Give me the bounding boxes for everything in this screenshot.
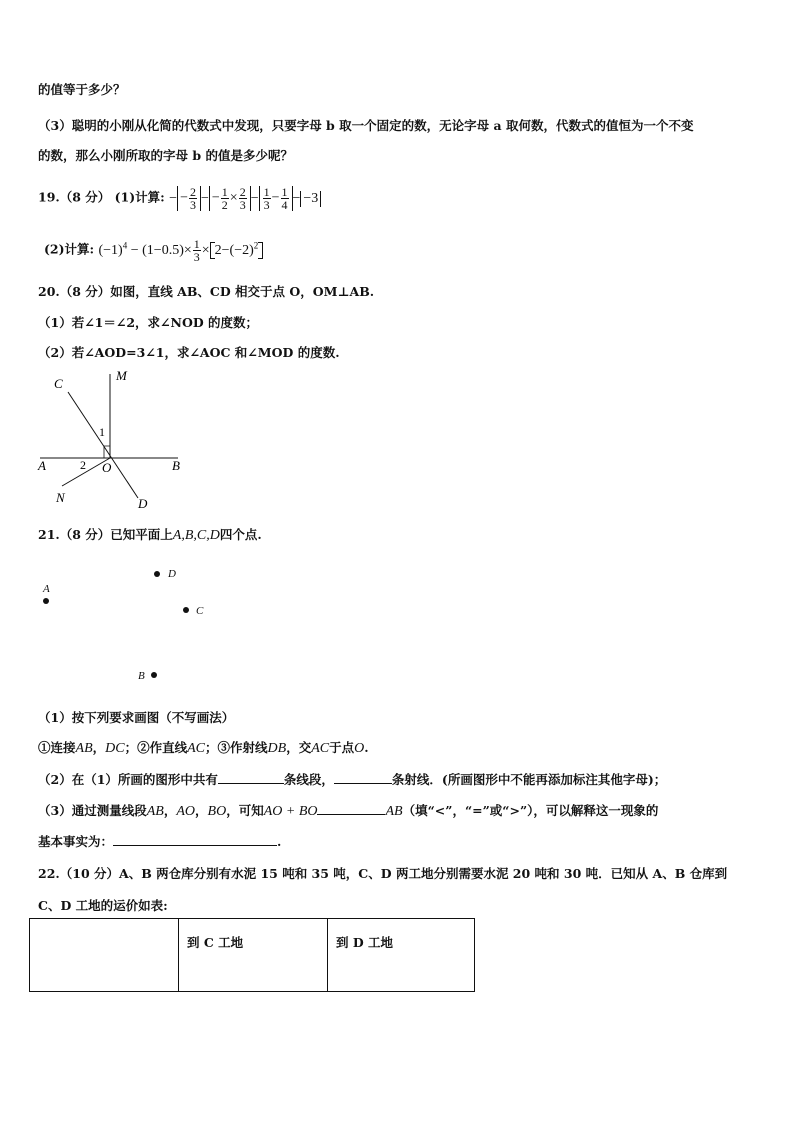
text-line: 的数，那么小刚所取的字母 b 的值是多少呢？ (38, 148, 293, 163)
point-O: O (354, 741, 365, 756)
answer-blank[interactable] (218, 771, 284, 784)
q21-part2 (38, 770, 666, 788)
q21-part3-text: ， (163, 803, 177, 818)
point-A-dot (43, 598, 49, 604)
label-A: A (38, 458, 46, 473)
table-header-cell (30, 919, 179, 992)
point-B-label: B (138, 670, 145, 682)
answer-blank[interactable] (113, 833, 277, 846)
ray-DB: DB (267, 741, 287, 756)
label-M: M (116, 368, 127, 383)
q21-part3-text: （填“<”，“=”或“>”），可以解释这一现象的 (402, 803, 659, 818)
label-D: D (138, 496, 148, 511)
q20-head: 20.（8 分）如图，直线 AB、CD 相交于点 O，OM⊥AB. (38, 284, 375, 299)
answer-blank[interactable] (334, 771, 392, 784)
step-text: . (364, 740, 369, 755)
label-C: C (54, 376, 63, 391)
point-C-dot (183, 607, 189, 613)
q21-part3-text: （3）通过测量线段 (38, 803, 147, 818)
line-AC: AC (187, 741, 205, 756)
q21-part3-text: . (277, 834, 282, 849)
q20-part1: （1）若∠1＝∠2，求∠NOD 的度数； (38, 315, 259, 330)
q19-part2 (44, 238, 263, 263)
line-AC-ref: AC (311, 741, 330, 756)
q21-part3-cont (38, 832, 281, 850)
answer-blank[interactable] (317, 802, 385, 815)
point-A-label: A (43, 583, 50, 595)
q21-head-post: 四个点. (219, 527, 262, 542)
q21-head-points: A,B,C,D (172, 528, 220, 543)
q21-part2-text: 条射线．(所画图形中不能再添加标注其他字母)； (391, 772, 667, 787)
step-text: ，交 (286, 740, 312, 755)
segment-DC: DC (105, 741, 125, 756)
point-D-label: D (168, 568, 176, 580)
step-text: ；③作射线 (205, 740, 268, 755)
q21-part2-text: （2）在（1）所画的图形中共有 (38, 772, 218, 787)
q21-part2-text: 条线段， (283, 772, 334, 787)
table-header-cell: 到 D 工地 (328, 919, 475, 992)
q19-expr1: − − $\frac{2}{3}$ − − $\frac{1}{2}$ × $\frac{2}{3}$ − $\frac{1}{3}$ − $\frac{1}{4}$ − −3 (169, 191, 321, 206)
text-line: 的值等于多少？ (38, 82, 126, 97)
q21-part3 (38, 801, 658, 820)
q21-head (38, 525, 262, 544)
segment-AB: AB (75, 741, 93, 756)
q22-line2: C、D 工地的运价如表: (38, 898, 168, 913)
expr-AO-plus-BO: AO + BO (263, 804, 318, 819)
label-2: 2 (80, 458, 86, 472)
text-line: （3）聪明的小刚从化简的代数式中发现，只要字母 b 取一个固定的数，无论字母 a 取何数，代数式的值恒为一个不变 (38, 118, 694, 133)
q20-part2: （2）若∠AOD=3∠1，求∠AOC 和∠MOD 的度数. (38, 345, 340, 360)
table-row (30, 919, 475, 992)
q19-head: 19.（8 分） (1)计算: (38, 189, 165, 205)
step-text: ；②作直线 (124, 740, 188, 755)
table-header-cell: 到 C 工地 (179, 919, 328, 992)
q21-part3-text: 基本事实为： (38, 834, 114, 849)
label-O: O (102, 460, 112, 475)
step-text: ①连接 (38, 740, 76, 755)
q21-part3-text: ，可知 (226, 803, 264, 818)
label-B: B (172, 458, 180, 473)
label-N: N (56, 490, 65, 505)
q19-part2-label: (2)计算: (44, 241, 95, 257)
q21-head-pre: 21.（8 分）已知平面上 (38, 527, 173, 542)
q20-figure (30, 362, 210, 522)
q21-part1: （1）按下列要求画图（不写画法） (38, 710, 235, 725)
point-B-dot (151, 672, 157, 678)
freight-table (29, 918, 475, 992)
q21-part3-text: ， (195, 803, 208, 818)
point-C-label: C (196, 605, 204, 617)
q19-expr2: $(-1)^4 - (1-0.5)\times$ $\frac{1}{3}$ × $2-(-2)^2$ (99, 243, 264, 258)
segment-AB: AB (146, 804, 164, 819)
label-1: 1 (99, 425, 105, 439)
q22-line1: 22.（10 分）A、B 两仓库分别有水泥 15 吨和 35 吨，C、D 两工地分别需要水泥 20 吨和 30 吨．已知从 A、B 仓库到 (38, 866, 728, 881)
step-text: ， (92, 740, 106, 755)
segment-AB: AB (385, 804, 403, 819)
segment-AO: AO (176, 804, 195, 819)
q21-part1-steps (38, 738, 369, 757)
segment-BO: BO (207, 804, 227, 819)
step-text: 于点 (329, 740, 355, 755)
line-CD (68, 392, 138, 498)
point-D-dot (154, 571, 160, 577)
q19-part1 (38, 186, 321, 211)
